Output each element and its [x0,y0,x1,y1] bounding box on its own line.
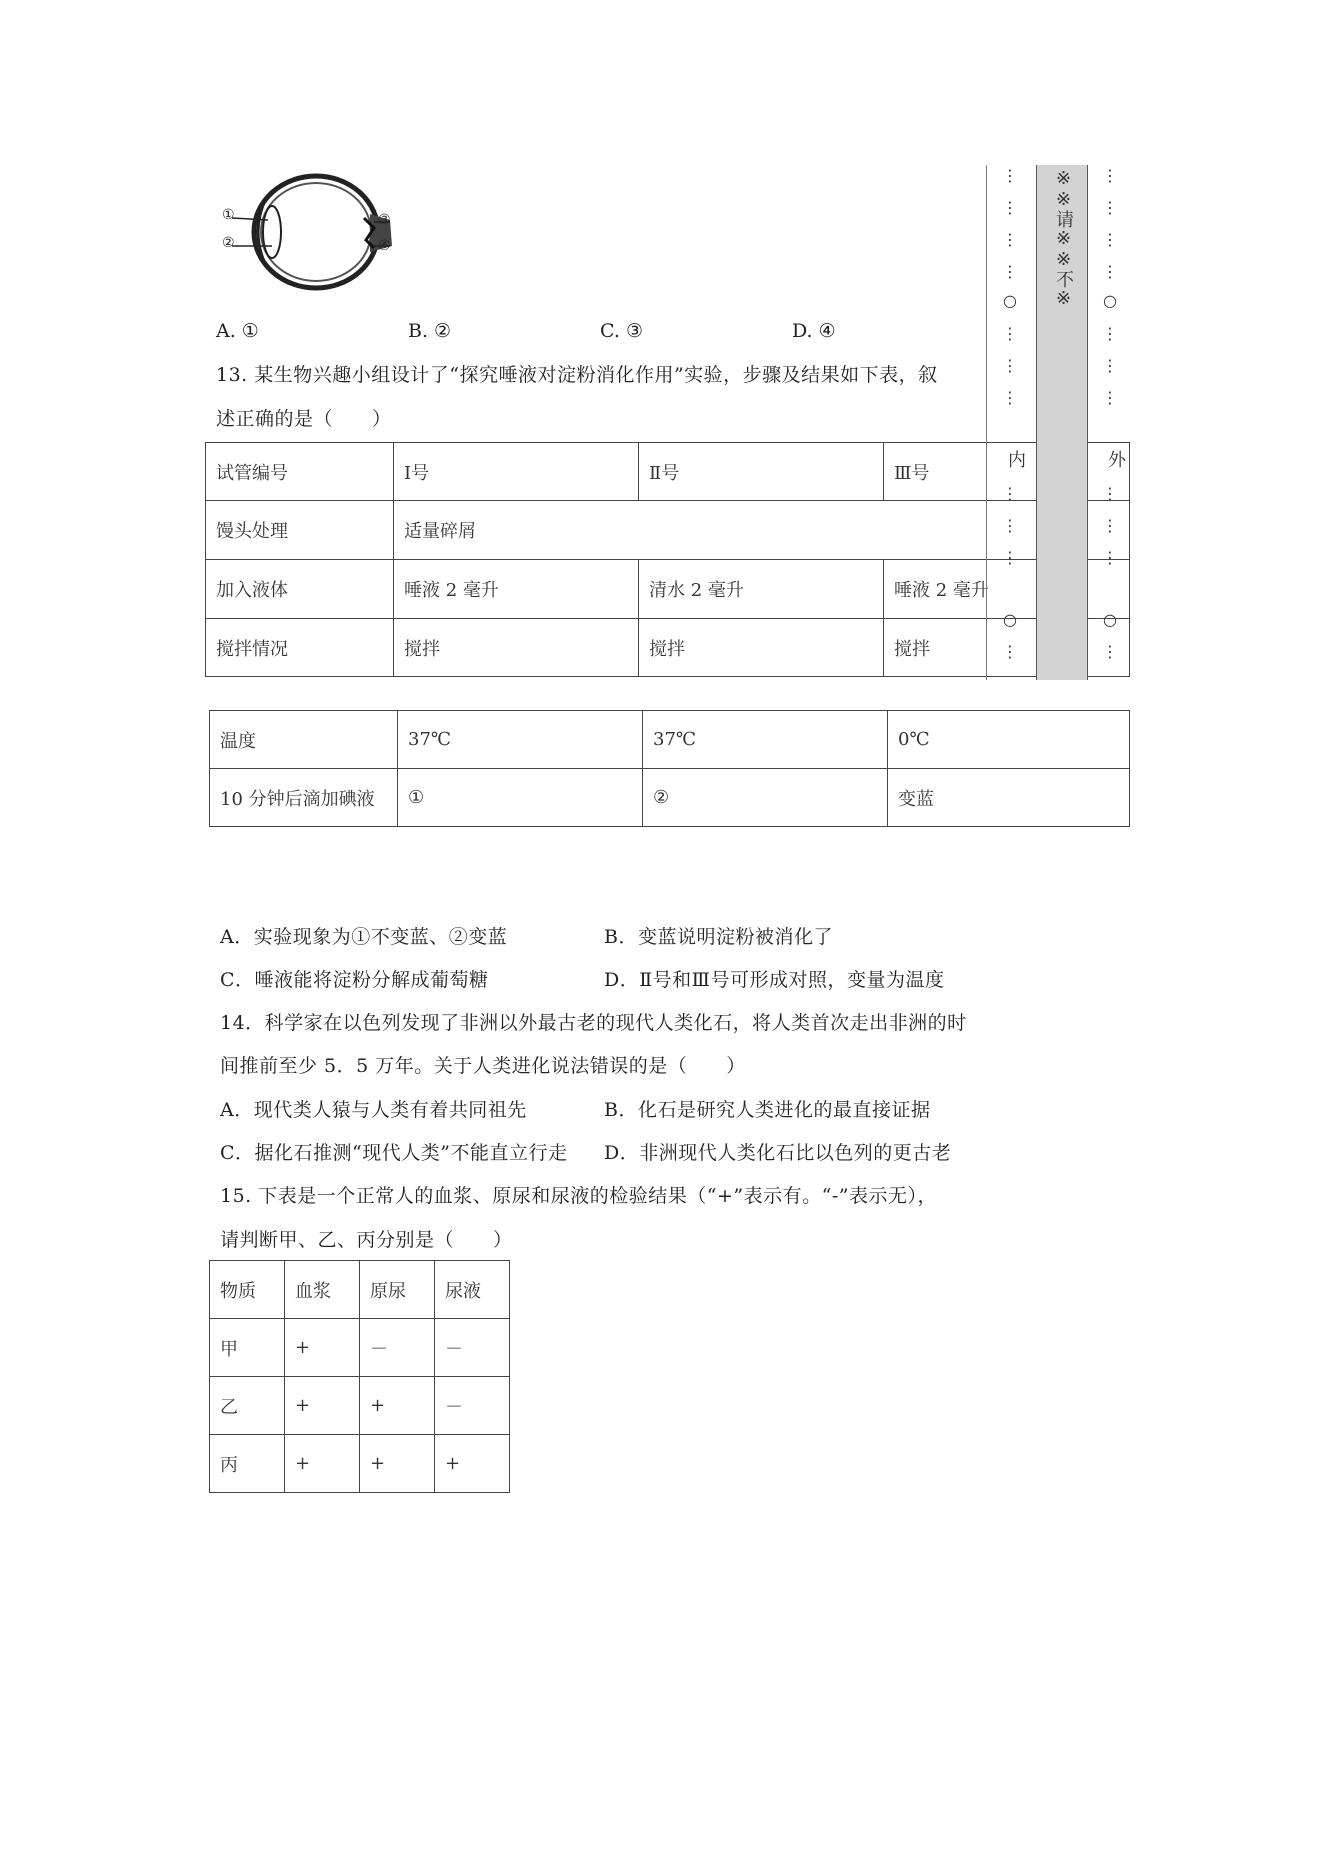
q13-stem-line1: 13. 某生物兴趣小组设计了“探究唾液对淀粉消化作用”实验，步骤及结果如下表，叙 [216,364,938,386]
table-row [206,560,1130,619]
table-cell: 37℃ [398,711,643,769]
eye-label-2: ② [222,235,235,251]
table-cell: 加入液体 [206,560,394,619]
q13-table-bottom [209,710,1130,827]
table-cell: － [435,1319,510,1377]
table-cell: 搅拌 [394,619,639,677]
margin-circle: ○ [1103,291,1117,310]
table-row [210,1435,510,1493]
q15-table [209,1260,510,1493]
q13-option-a: A．实验现象为①不变蓝、②变蓝 [220,926,508,948]
table-row [210,769,1130,827]
table-cell: + [435,1435,510,1493]
table-cell: 乙 [210,1377,285,1435]
margin-line-left [986,165,987,680]
q13-option-d: D．Ⅱ号和Ⅲ号可形成对照，变量为温度 [604,969,945,991]
table-cell: 37℃ [643,711,888,769]
q14-option-d: D．非洲现代人类化石比以色列的更古老 [604,1142,952,1164]
q12-option-c: C. ③ [600,320,643,342]
eye-diagram [214,170,404,300]
table-cell: 物质 [210,1261,285,1319]
margin-dots: ⋮ ⋮ ⋮ [1102,324,1118,407]
margin-dots: ⋮ [1102,642,1118,661]
table-cell: 馒头处理 [206,501,394,560]
table-cell: 适量碎屑 [394,501,1130,560]
q12-option-b: B. ② [408,320,452,342]
margin-dots: ⋮ ⋮ ⋮ ⋮ [1002,166,1018,281]
margin-dots: ⋮ ⋮ ⋮ [1002,324,1018,407]
q15-stem-line2: 请判断甲、乙、丙分别是（ ） [220,1229,513,1251]
table-row [210,1261,510,1319]
q15-stem-line1: 15. 下表是一个正常人的血浆、原尿和尿液的检验结果（“+”表示有。“-”表示无）， [220,1185,937,1207]
margin-dots: ⋮ [1002,642,1018,661]
q14-stem-line2: 间推前至少 5．5 万年。关于人类进化说法错误的是（ ） [220,1055,746,1077]
table-cell: + [360,1435,435,1493]
table-cell: 尿液 [435,1261,510,1319]
margin-band-text: ※※请※※不※ [1053,168,1074,309]
table-cell: 0℃ [888,711,1130,769]
lens [263,206,281,258]
table-cell: 唾液 2 毫升 [884,560,1130,619]
q14-option-a: A．现代类人猿与人类有着共同祖先 [220,1099,527,1121]
table-cell: 温度 [210,711,398,769]
q13-stem-line2: 述正确的是（ ） [216,408,392,430]
margin-circle: ○ [1003,291,1017,310]
table-cell: 搅拌 [884,619,1130,677]
q14-stem-line1: 14．科学家在以色列发现了非洲以外最古老的现代人类化石，将人类首次走出非洲的时 [220,1012,967,1034]
q12-option-a: A. ① [216,320,259,342]
margin-dots: ⋮ ⋮ ⋮ ⋮ [1102,166,1118,281]
eye-label-3: ③ [378,212,391,228]
margin-outer-label: 外 [1105,450,1126,468]
table-cell: + [360,1377,435,1435]
table-row [206,443,1130,501]
table-cell: 原尿 [360,1261,435,1319]
table-cell: 唾液 2 毫升 [394,560,639,619]
q12-option-d: D. ④ [792,320,836,342]
table-cell: 搅拌情况 [206,619,394,677]
table-cell: ① [398,769,643,827]
table-row [210,1377,510,1435]
q13-option-c: C．唾液能将淀粉分解成葡萄糖 [220,969,489,991]
table-cell: + [285,1435,360,1493]
table-cell: 搅拌 [639,619,884,677]
eye-label-1: ① [222,207,235,223]
q14-option-c: C．据化石推测“现代人类”不能直立行走 [220,1142,568,1164]
q14-option-b: B．化石是研究人类进化的最直接证据 [604,1099,931,1121]
table-cell: ② [643,769,888,827]
margin-dots: ⋮ ⋮ ⋮ [1002,484,1018,567]
table-cell: － [435,1377,510,1435]
table-cell: 甲 [210,1319,285,1377]
table-cell: Ⅰ号 [394,443,639,501]
margin-circle: ○ [1103,610,1117,629]
table-cell: 10 分钟后滴加碘液 [210,769,398,827]
table-row [210,711,1130,769]
margin-inner-label: 内 [1005,450,1026,468]
q13-option-b: B．变蓝说明淀粉被消化了 [604,926,833,948]
table-row [206,501,1130,560]
table-cell: 丙 [210,1435,285,1493]
table-cell: － [360,1319,435,1377]
q13-table-top [205,442,1130,677]
table-cell: 试管编号 [206,443,394,501]
table-cell: + [285,1377,360,1435]
table-cell: Ⅲ号 [884,443,1130,501]
table-cell: + [285,1319,360,1377]
margin-dots: ⋮ ⋮ ⋮ [1102,484,1118,567]
table-row [206,619,1130,677]
eye-label-4: ④ [378,238,391,254]
margin-circle: ○ [1003,610,1017,629]
table-row [210,1319,510,1377]
table-cell: 变蓝 [888,769,1130,827]
table-cell: Ⅱ号 [639,443,884,501]
table-cell: 清水 2 毫升 [639,560,884,619]
table-cell: 血浆 [285,1261,360,1319]
